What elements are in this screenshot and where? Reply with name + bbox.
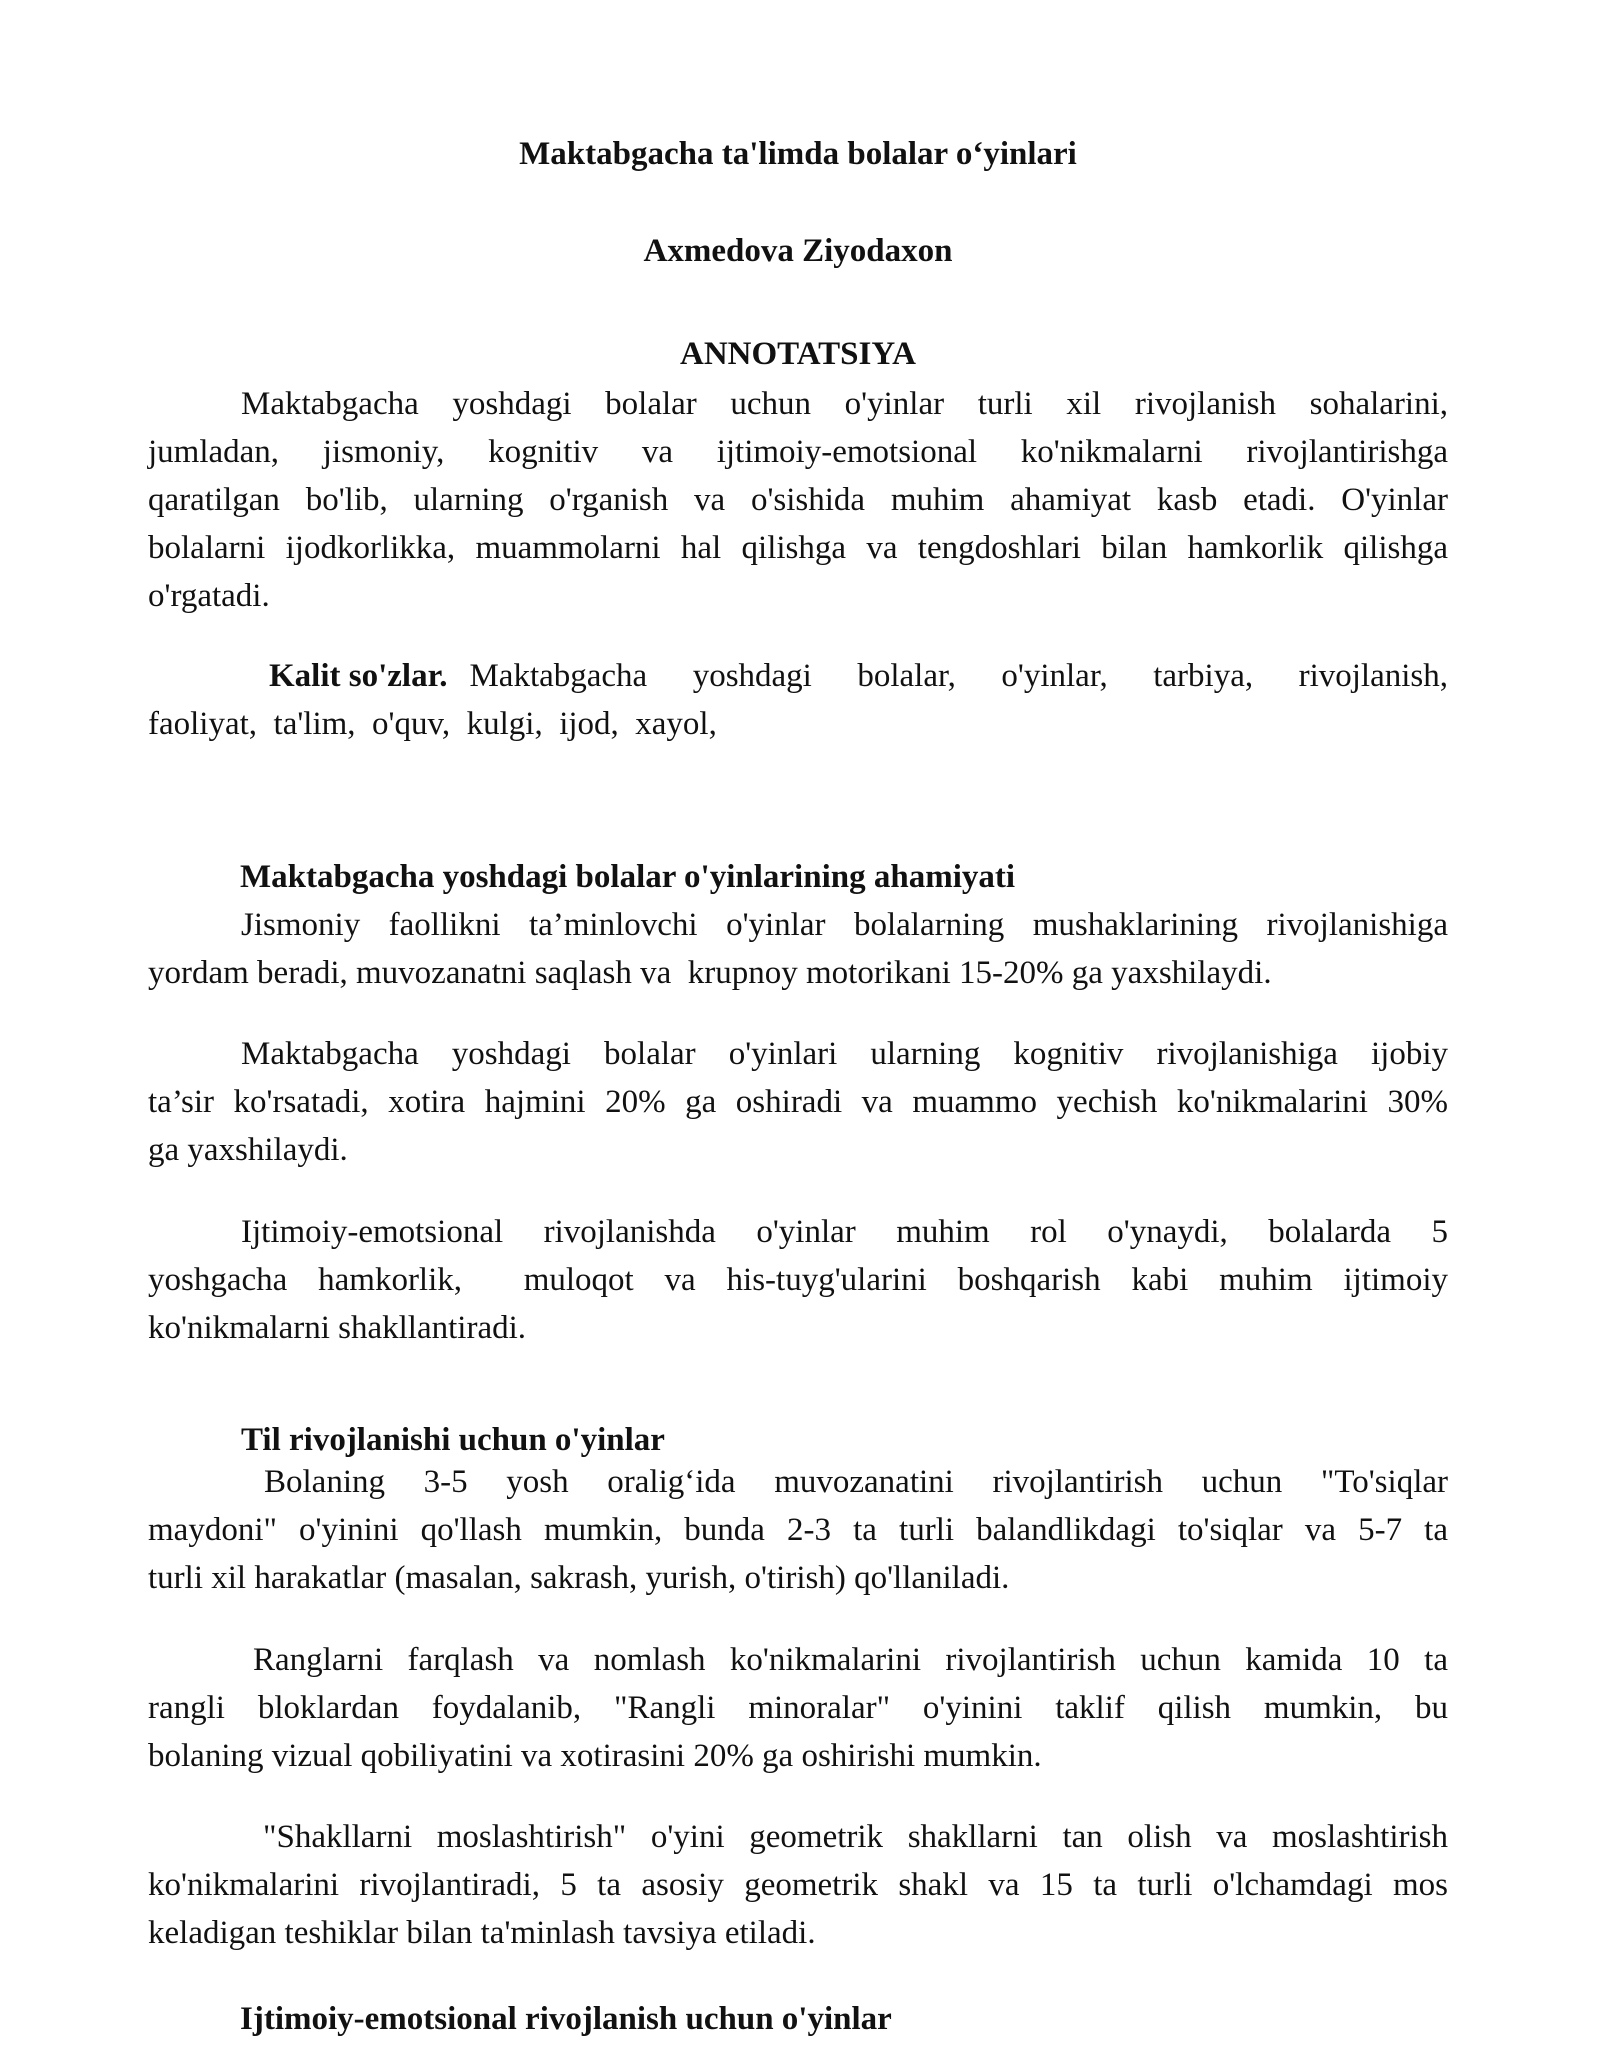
paragraph-line: maydoni" o'yinini qo'llash mumkin, bunda 2-3 ta turli balandlikdagi to'siqlar va 5-7 ta: [148, 1512, 1448, 1548]
paragraph-line: yoshgacha hamkorlik, muloqot va his-tuyg'ularini boshqarish kabi muhim ijtimoiy: [148, 1262, 1448, 1298]
abstract-line: jumladan, jismoniy, kognitiv va ijtimoiy-emotsional ko'nikmalarni rivojlantirishga: [148, 434, 1448, 470]
keywords-line: [269, 652, 1448, 700]
paragraph-line: bolaning vizual qobiliyatini va xotirasini 20% ga oshirishi mumkin.: [148, 1738, 1042, 1774]
paragraph-line: ta’sir ko'rsatadi, xotira hajmini 20% ga oshiradi va muammo yechish ko'nikmalarini 30%: [148, 1084, 1448, 1120]
keywords-text-continued: faoliyat, ta'lim, o'quv, kulgi, ijod, xayol,: [148, 706, 717, 742]
paragraph-line: yordam beradi, muvozanatni saqlash va krupnoy motorikani 15-20% ga yaxshilaydi.: [148, 955, 1272, 991]
keywords-label: Kalit so'zlar.: [269, 658, 448, 694]
section-heading: Maktabgacha yoshdagi bolalar o'yinlarining ahamiyati: [240, 859, 1016, 895]
keywords-text: Maktabgacha yoshdagi bolalar, o'yinlar, tarbiya, rivojlanish,: [469, 658, 1448, 694]
section-heading: Til rivojlanishi uchun o'yinlar: [241, 1422, 665, 1458]
paragraph-line: "Shakllarni moslashtirish" o'yini geometrik shakllarni tan olish va moslashtirish: [263, 1819, 1448, 1855]
paragraph-line: Maktabgacha yoshdagi bolalar o'yinlari ularning kognitiv rivojlanishiga ijobiy: [241, 1036, 1448, 1072]
section-heading: Ijtimoiy-emotsional rivojlanish uchun o'yinlar: [240, 2001, 892, 2037]
paragraph-line: Ijtimoiy-emotsional rivojlanishda o'yinlar muhim rol o'ynaydi, bolalarda 5: [241, 1214, 1448, 1250]
paragraph-line: keladigan teshiklar bilan ta'minlash tavsiya etiladi.: [148, 1915, 816, 1951]
paragraph-line: turli xil harakatlar (masalan, sakrash, yurish, o'tirish) qo'llaniladi.: [148, 1560, 1010, 1596]
paragraph-line: ko'nikmalarini rivojlantiradi, 5 ta asosiy geometrik shakl va 15 ta turli o'lchamdagi mos: [148, 1867, 1448, 1903]
paragraph-line: rangli bloklardan foydalanib, "Rangli minoralar" o'yinini taklif qilish mumkin, bu: [148, 1690, 1448, 1726]
paragraph-line: ga yaxshilaydi.: [148, 1132, 348, 1168]
abstract-heading: ANNOTATSIYA: [680, 336, 916, 372]
abstract-line: o'rgatadi.: [148, 578, 270, 614]
abstract-line: qaratilgan bo'lib, ularning o'rganish va o'sishida muhim ahamiyat kasb etadi. O'yinlar: [148, 482, 1448, 518]
paragraph-line: Ranglarni farqlash va nomlash ko'nikmalarini rivojlantirish uchun kamida 10 ta: [253, 1642, 1448, 1678]
abstract-line: Maktabgacha yoshdagi bolalar uchun o'yinlar turli xil rivojlanish sohalarini,: [241, 386, 1448, 422]
paragraph-line: Bolaning 3-5 yosh oralig‘ida muvozanatini rivojlantirish uchun "To'siqlar: [264, 1464, 1448, 1500]
abstract-line: bolalarni ijodkorlikka, muammolarni hal qilishga va tengdoshlari bilan hamkorlik qilishga: [148, 530, 1448, 566]
paragraph-line: Jismoniy faollikni ta’minlovchi o'yinlar bolalarning mushaklarining rivojlanishiga: [241, 907, 1448, 943]
author-name: Axmedova Ziyodaxon: [643, 233, 953, 269]
paragraph-line: ko'nikmalarni shakllantiradi.: [148, 1310, 527, 1346]
document-title: Maktabgacha ta'limda bolalar o‘yinlari: [519, 136, 1077, 172]
